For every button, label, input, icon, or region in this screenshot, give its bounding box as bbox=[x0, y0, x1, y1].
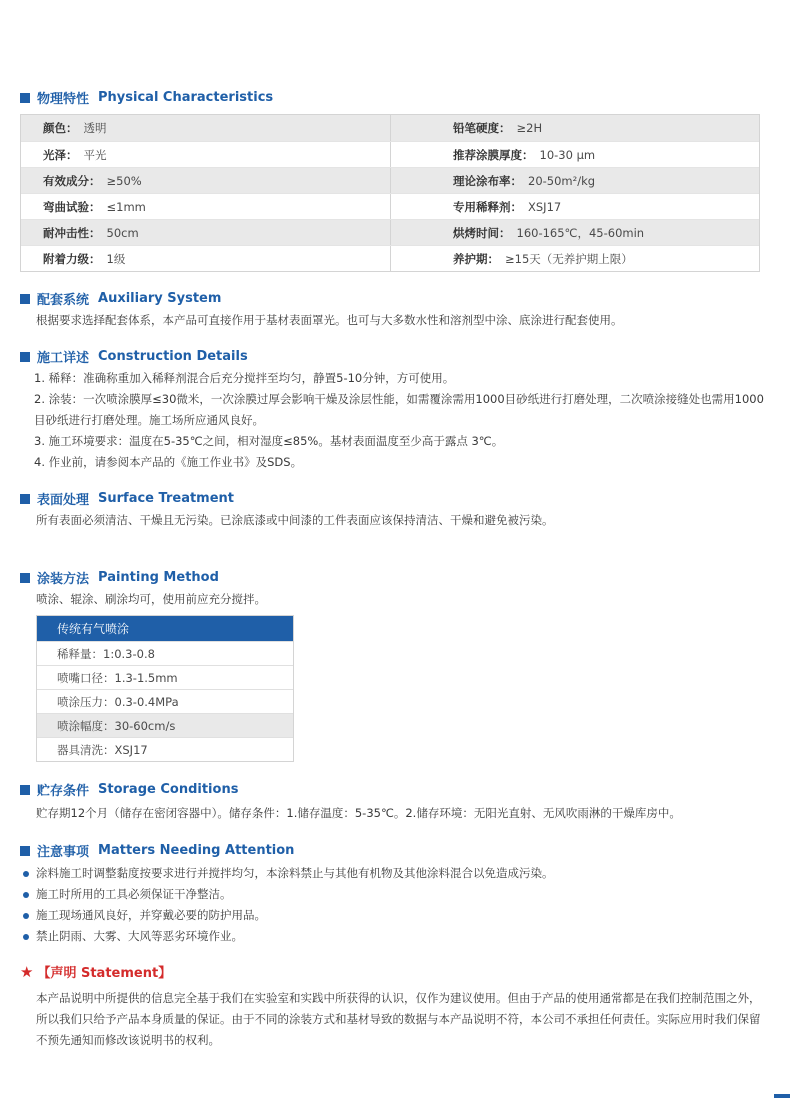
spray-table-header: 传统有气喷涂 bbox=[37, 616, 293, 641]
heading-auxiliary: 配套系统 Auxiliary System bbox=[20, 289, 221, 308]
painting-text: 喷涂、辊涂、刷涂均可，使用前应充分搅拌。 bbox=[36, 592, 266, 606]
square-icon bbox=[20, 846, 30, 856]
square-icon bbox=[20, 785, 30, 795]
surface-text: 所有表面必须清洁、干燥且无污染。已涂底漆或中间漆的工件表面应该保持清洁、干燥和避免被污染。 bbox=[36, 513, 554, 527]
construction-list bbox=[34, 368, 764, 473]
spray-table bbox=[36, 615, 294, 762]
heading-construction: 施工详述 Construction Details bbox=[20, 347, 248, 366]
table-row: 光泽： 平光 推荐涂膜厚度： 10-30 μm bbox=[21, 141, 759, 167]
square-icon bbox=[20, 93, 30, 103]
heading-physical: 物理特性 Physical Characteristics bbox=[20, 88, 273, 107]
corner-mark bbox=[774, 1094, 790, 1098]
table-row: 耐冲击性： 50cm 烘烤时间： 160-165℃，45-60min bbox=[21, 219, 759, 245]
star-icon: ★ bbox=[20, 962, 34, 981]
table-row: 喷涂压力：0.3-0.4MPa bbox=[37, 689, 293, 713]
square-icon bbox=[20, 573, 30, 583]
bullet-icon bbox=[23, 913, 29, 919]
physical-table bbox=[20, 114, 760, 272]
table-row: 有效成分： ≥50% 理论涂布率： 20-50m²/kg bbox=[21, 167, 759, 193]
list-item: 3. 施工环境要求：温度在5-35℃之间，相对湿度≤85%。基材表面温度至少高于露点 3℃。 bbox=[34, 434, 504, 448]
list-item: 涂料施工时调整黏度按要求进行并搅拌均匀，本涂料禁止与其他有机物及其他涂料混合以免造成污染。 bbox=[20, 863, 760, 884]
table-row: 喷嘴口径：1.3-1.5mm bbox=[37, 665, 293, 689]
list-item: 2. 涂装：一次喷涂膜厚≤30微米，一次涂膜过厚会影响干燥及涂层性能，如需覆涂需用1000目砂纸进行打磨处理，二次喷涂接缝处也需用1000目砂纸进行打磨处理。施工场所应通风良好。 bbox=[34, 392, 764, 427]
attention-list bbox=[20, 863, 760, 947]
bullet-icon bbox=[23, 934, 29, 940]
auxiliary-text: 根据要求选择配套体系，本产品可直接作用于基材表面罩光。也可与大多数水性和溶剂型中涂、底涂进行配套使用。 bbox=[36, 313, 623, 327]
statement-text: 本产品说明中所提供的信息完全基于我们在实验室和实践中所获得的认识，仅作为建议使用。但由于产品的使用通常都是在我们控制范围之外，所以我们只给予产品本身质量的保证。由于不同的涂装方式和基材导致的数据与本产品说明不符，本公司不承担任何责任。实际应用时我们保留不预先通知而修改该说明书的权利。 bbox=[36, 991, 761, 1047]
list-item: 施工现场通风良好，并穿戴必要的防护用品。 bbox=[20, 905, 760, 926]
table-row: 稀释量：1:0.3-0.8 bbox=[37, 641, 293, 665]
heading-attention: 注意事项 Matters Needing Attention bbox=[20, 841, 294, 860]
square-icon bbox=[20, 352, 30, 362]
list-item: 4. 作业前，请参阅本产品的《施工作业书》及SDS。 bbox=[34, 455, 303, 469]
heading-storage: 贮存条件 Storage Conditions bbox=[20, 780, 238, 799]
table-row: 弯曲试验： ≤1mm 专用稀释剂： XSJ17 bbox=[21, 193, 759, 219]
heading-statement: ★ 【声明 Statement】 bbox=[20, 962, 172, 981]
heading-surface: 表面处理 Surface Treatment bbox=[20, 489, 234, 508]
storage-text: 贮存期12个月（储存在密闭容器中）。储存条件：1.储存温度：5-35℃。2.储存环境：无阳光直射、无风吹雨淋的干燥库房中。 bbox=[36, 806, 681, 820]
bullet-icon bbox=[23, 871, 29, 877]
list-item: 1. 稀释：准确称重加入稀释剂混合后充分搅拌至均匀，静置5-10分钟，方可使用。 bbox=[34, 371, 455, 385]
heading-painting: 涂装方法 Painting Method bbox=[20, 568, 219, 587]
list-item: 施工时所用的工具必须保证干净整洁。 bbox=[20, 884, 760, 905]
square-icon bbox=[20, 494, 30, 504]
table-row: 器具清洗：XSJ17 bbox=[37, 737, 293, 761]
bullet-icon bbox=[23, 892, 29, 898]
table-row: 附着力级： 1级 养护期： ≥15天（无养护期上限） bbox=[21, 245, 759, 271]
list-item: 禁止阴雨、大雾、大风等恶劣环境作业。 bbox=[20, 926, 760, 947]
table-row: 喷涂幅度：30-60cm/s bbox=[37, 713, 293, 737]
square-icon bbox=[20, 294, 30, 304]
table-row: 颜色： 透明 铅笔硬度： ≥2H bbox=[21, 115, 759, 141]
